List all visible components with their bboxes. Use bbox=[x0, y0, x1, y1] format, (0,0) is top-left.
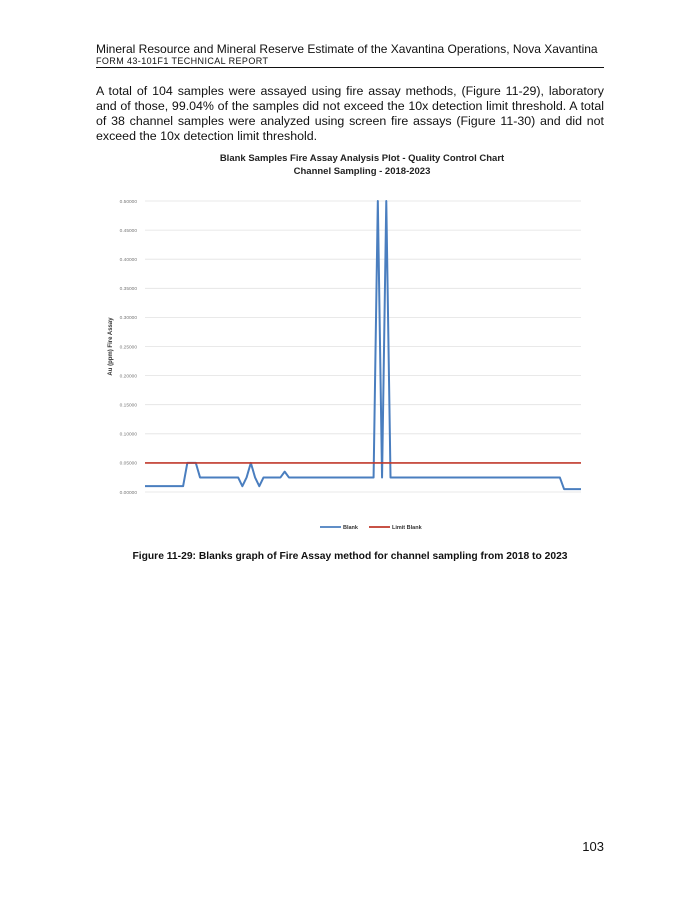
y-tick-label: 0.10000 bbox=[119, 432, 137, 438]
header-rule bbox=[96, 67, 604, 68]
y-tick-label: 0.30000 bbox=[119, 316, 137, 322]
chart-title: Blank Samples Fire Assay Analysis Plot - Quality Control Chart bbox=[219, 153, 505, 164]
series-layer bbox=[145, 201, 581, 489]
y-tick-label: 0.20000 bbox=[119, 374, 137, 380]
legend-entry bbox=[320, 525, 359, 531]
y-tick-labels bbox=[120, 199, 138, 496]
page-header bbox=[96, 42, 604, 67]
y-tick-label: 0.50000 bbox=[119, 199, 137, 205]
y-tick-label: 0.25000 bbox=[119, 345, 137, 351]
grid-layer bbox=[145, 201, 581, 492]
chart-subtitle: Channel Sampling - 2018-2023 bbox=[293, 166, 431, 177]
figure-caption: Figure 11-29: Blanks graph of Fire Assay method for channel sampling from 2018 to 2023 bbox=[132, 551, 568, 562]
y-tick-label: 0.05000 bbox=[119, 461, 137, 467]
y-tick-label: 0.45000 bbox=[119, 228, 137, 234]
legend-entry bbox=[369, 525, 423, 531]
legend-label: Limit Blank bbox=[392, 525, 422, 531]
y-axis-label: Au (ppm) Fire Assay bbox=[108, 317, 114, 376]
body-paragraph: A total of 104 samples were assayed using fire assay methods, (Figure 11-29), laboratory and of those, 99.04% of the samples did not exceed the 10x detection limit threshold. A total of 38 channel samples were analyzed using screen fire assays (Figure 11-30) and did not exceed the 10x detection limit threshold. bbox=[96, 84, 604, 143]
chart-legend bbox=[320, 525, 423, 531]
y-tick-label: 0.35000 bbox=[119, 287, 137, 293]
blank-samples-chart bbox=[96, 150, 604, 540]
y-tick-label: 0.40000 bbox=[119, 258, 137, 263]
y-tick-label: 0.15000 bbox=[119, 403, 137, 409]
chart-svg bbox=[96, 150, 604, 540]
page-number: 103 bbox=[582, 839, 604, 854]
y-tick-label: 0.00000 bbox=[119, 490, 137, 496]
legend-label: Blank bbox=[343, 525, 358, 531]
report-form: FORM 43-101F1 TECHNICAL REPORT bbox=[96, 56, 269, 66]
series-line-blank bbox=[145, 201, 581, 489]
report-title: Mineral Resource and Mineral Reserve Estimate of the Xavantina Operations, Nova Xavantina bbox=[96, 42, 598, 56]
